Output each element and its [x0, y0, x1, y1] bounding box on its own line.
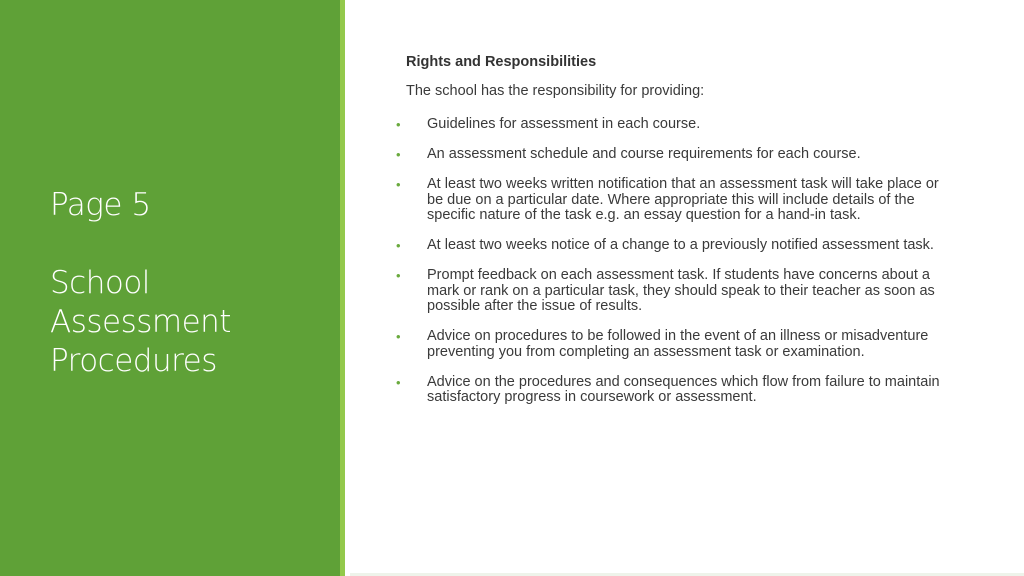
list-item — [394, 375, 942, 406]
slide-title — [50, 186, 231, 381]
list-item — [394, 268, 942, 315]
bullet-icon: • — [396, 374, 401, 390]
list-item-text: At least two weeks written notification that an assessment task will take place or be due on a particular date. Where appropriate this will include details of the specific nature of the task e.g. an essay question for a hand-in task. — [427, 176, 939, 223]
list-item-text: Advice on the procedures and consequences which flow from failure to maintain satisfactory progress in coursework or assessment. — [427, 373, 940, 405]
list-item — [394, 117, 942, 133]
title-line-2: Assessment — [50, 304, 231, 340]
list-item — [394, 147, 942, 163]
sidebar-panel — [0, 0, 340, 576]
bullet-icon: • — [396, 329, 401, 344]
title-line-1: School — [50, 265, 150, 301]
accent-stripe — [340, 0, 345, 576]
intro-text: The school has the responsibility for providing: — [406, 83, 705, 99]
section-heading: Rights and Responsibilities — [406, 54, 597, 70]
title-line-3: Procedures — [50, 343, 217, 379]
bullet-icon: • — [396, 117, 401, 132]
page-label: Page 5 — [50, 187, 151, 223]
bullet-icon: • — [396, 147, 401, 162]
bullet-icon: • — [396, 177, 401, 192]
list-item-text: Guidelines for assessment in each course. — [427, 116, 701, 132]
bullet-icon: • — [396, 268, 401, 283]
responsibility-list — [394, 117, 954, 406]
content-area — [394, 52, 954, 420]
title-spacer — [50, 225, 231, 264]
list-item-text: Advice on procedures to be followed in the event of an illness or misadventure preventing you from completing an assessment task or examination. — [427, 328, 929, 360]
list-item-text: At least two weeks notice of a change to a previously notified assessment task. — [427, 237, 934, 253]
list-item — [394, 238, 942, 254]
list-item-text: An assessment schedule and course requirements for each course. — [427, 146, 861, 162]
list-item-text: Prompt feedback on each assessment task. If students have concerns about a mark or rank on a particular task, they should speak to their teacher as soon as possible after the issue of results. — [427, 267, 935, 314]
list-item — [394, 177, 942, 224]
bullet-icon: • — [396, 238, 401, 253]
list-item — [394, 329, 942, 360]
